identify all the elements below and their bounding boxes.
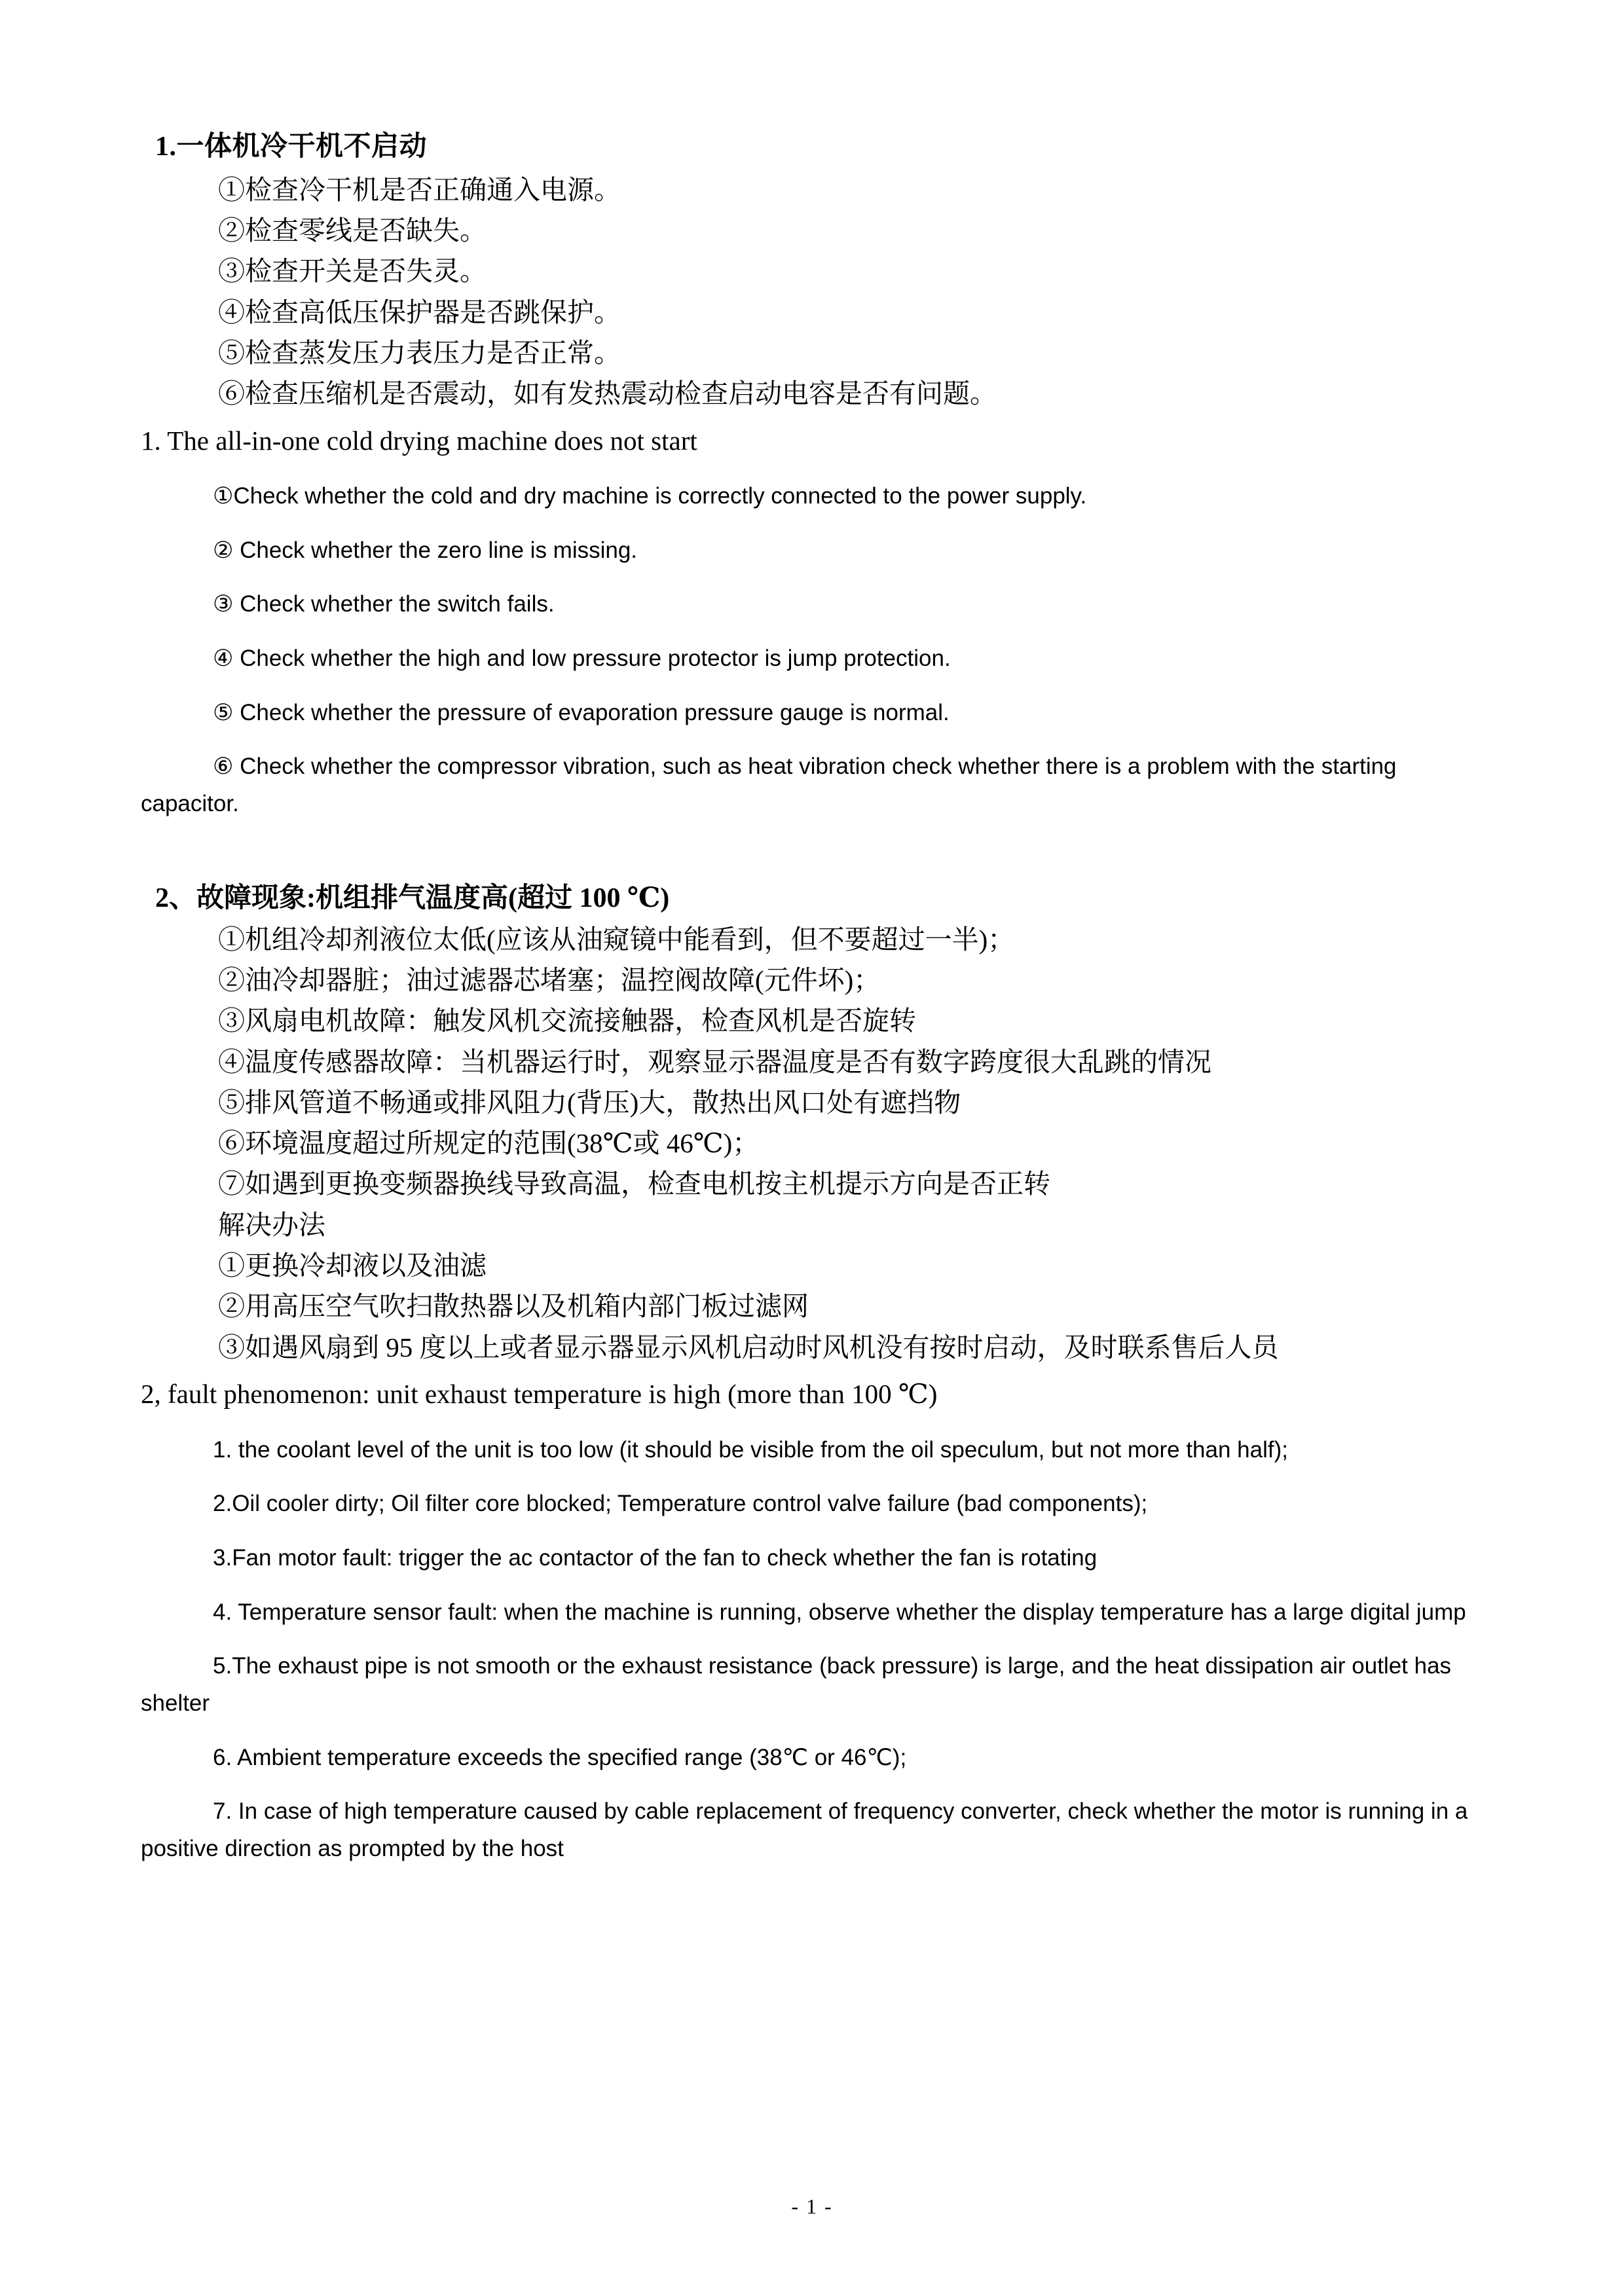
section-2-english-item-4: 4. Temperature sensor fault: when the machine is running, observe whether the display temperature has a large digital jump <box>213 1599 1466 1625</box>
section-1-chinese-heading: 1.一体机冷干机不启动 <box>155 132 428 162</box>
section-1-chinese-item-4: ④检查高低压保护器是否跳保护。 <box>218 297 621 327</box>
section-1-chinese-item-6: ⑥检查压缩机是否震动，如有发热震动检查启动电容是否有问题。 <box>218 378 997 409</box>
section-2-chinese-heading: 2、故障现象:机组排气温度高(超过 100 ℃) <box>155 883 670 913</box>
section-1-english-item-2: ② Check whether the zero line is missing. <box>213 537 638 563</box>
spacer <box>141 1577 1477 1594</box>
section-2-chinese-item-5: ⑤排风管道不畅通或排风阻力(背压)大，散热出风口处有遮挡物 <box>218 1087 961 1118</box>
spacer <box>141 1415 1477 1432</box>
section-2-solution-item-2: ②用高压空气吹扫散热器以及机箱内部门板过滤网 <box>218 1291 809 1322</box>
section-1-chinese-item-2: ②检查零线是否缺失。 <box>218 215 487 246</box>
spacer <box>141 731 1477 748</box>
section-2-chinese-item-3: ③风扇电机故障：触发风机交流接触器，检查风机是否旋转 <box>218 1006 916 1036</box>
section-2-chinese-item-2: ②油冷却器脏；油过滤器芯堵塞；温控阀故障(元件坏)； <box>218 964 881 995</box>
section-2-english-item-6: 6. Ambient temperature exceeds the specified range (38℃ or 46℃); <box>213 1744 907 1770</box>
section-2-english-item-3: 3.Fan motor fault: trigger the ac contactor of the fan to check whether the fan is rotating <box>213 1544 1098 1571</box>
section-2-chinese-item-7: ⑦如遇到更换变频器换线导致高温，检查电机按主机提示方向是否正转 <box>218 1169 1050 1199</box>
spacer <box>141 1523 1477 1540</box>
section-2-chinese-item-4: ④温度传感器故障：当机器运行时，观察显示器温度是否有数字跨度很大乱跳的情况 <box>218 1046 1211 1077</box>
section-1-english-item-6: ⑥ Check whether the compressor vibration, such as heat vibration check whether there is a problem with the starting capacitor. <box>141 754 1397 817</box>
section-spacer <box>141 823 1477 879</box>
spacer <box>141 515 1477 532</box>
spacer <box>141 623 1477 640</box>
section-2-english-item-5: 5.The exhaust pipe is not smooth or the exhaust resistance (back pressure) is large, and the heat dissipation air outlet has shelter <box>141 1653 1452 1716</box>
section-1 <box>141 128 1477 823</box>
section-2-english-heading: 2, fault phenomenon: unit exhaust temperature is high (more than 100 ℃) <box>141 1379 938 1410</box>
spacer <box>141 678 1477 695</box>
section-2-solution-item-1: ①更换冷却液以及油滤 <box>218 1250 487 1281</box>
spacer <box>141 461 1477 478</box>
spacer <box>141 569 1477 586</box>
section-2-chinese-item-1: ①机组冷却剂液位太低(应该从油窥镜中能看到，但不要超过一半)； <box>218 924 1015 955</box>
section-1-english-item-1: ①Check whether the cold and dry machine is correctly connected to the power supply. <box>213 483 1087 509</box>
section-1-chinese-item-5: ⑤检查蒸发压力表压力是否正常。 <box>218 337 621 368</box>
page-footer <box>0 2195 1624 2219</box>
section-2-solution-label: 解决办法 <box>218 1209 325 1240</box>
section-1-english-item-3: ③ Check whether the switch fails. <box>213 591 555 617</box>
section-2-english-item-7: 7. In case of high temperature caused by cable replacement of frequency converter, check whether the motor is running in a positive direction as prompted by the host <box>141 1798 1468 1862</box>
section-1-english-item-4: ④ Check whether the high and low pressure protector is jump protection. <box>213 646 951 672</box>
spacer <box>141 1468 1477 1485</box>
section-2-chinese-item-6: ⑥环境温度超过所规定的范围(38℃或 46℃)； <box>218 1128 760 1159</box>
section-1-english-heading: 1. The all-in-one cold drying machine does not start <box>141 425 697 456</box>
section-1-english-item-5: ⑤ Check whether the pressure of evaporation pressure gauge is normal. <box>213 699 950 725</box>
section-2-english-item-2: 2.Oil cooler dirty; Oil filter core blocked; Temperature control valve failure (bad components); <box>213 1491 1148 1517</box>
section-2-english-item-1: 1. the coolant level of the unit is too low (it should be visible from the oil speculum, but not more than half); <box>213 1436 1288 1463</box>
spacer <box>141 1722 1477 1740</box>
spacer <box>141 1776 1477 1793</box>
section-1-chinese-item-3: ③检查开关是否失灵。 <box>218 256 487 287</box>
page-number: - 1 - <box>791 2195 833 2218</box>
section-2-solution-item-3: ③如遇风扇到 95 度以上或者显示器显示风机启动时风机没有按时启动，及时联系售后人员 <box>218 1332 1279 1362</box>
section-2 <box>141 879 1477 1868</box>
section-1-chinese-item-1: ①检查冷干机是否正确通入电源。 <box>218 174 621 205</box>
spacer <box>141 1631 1477 1648</box>
